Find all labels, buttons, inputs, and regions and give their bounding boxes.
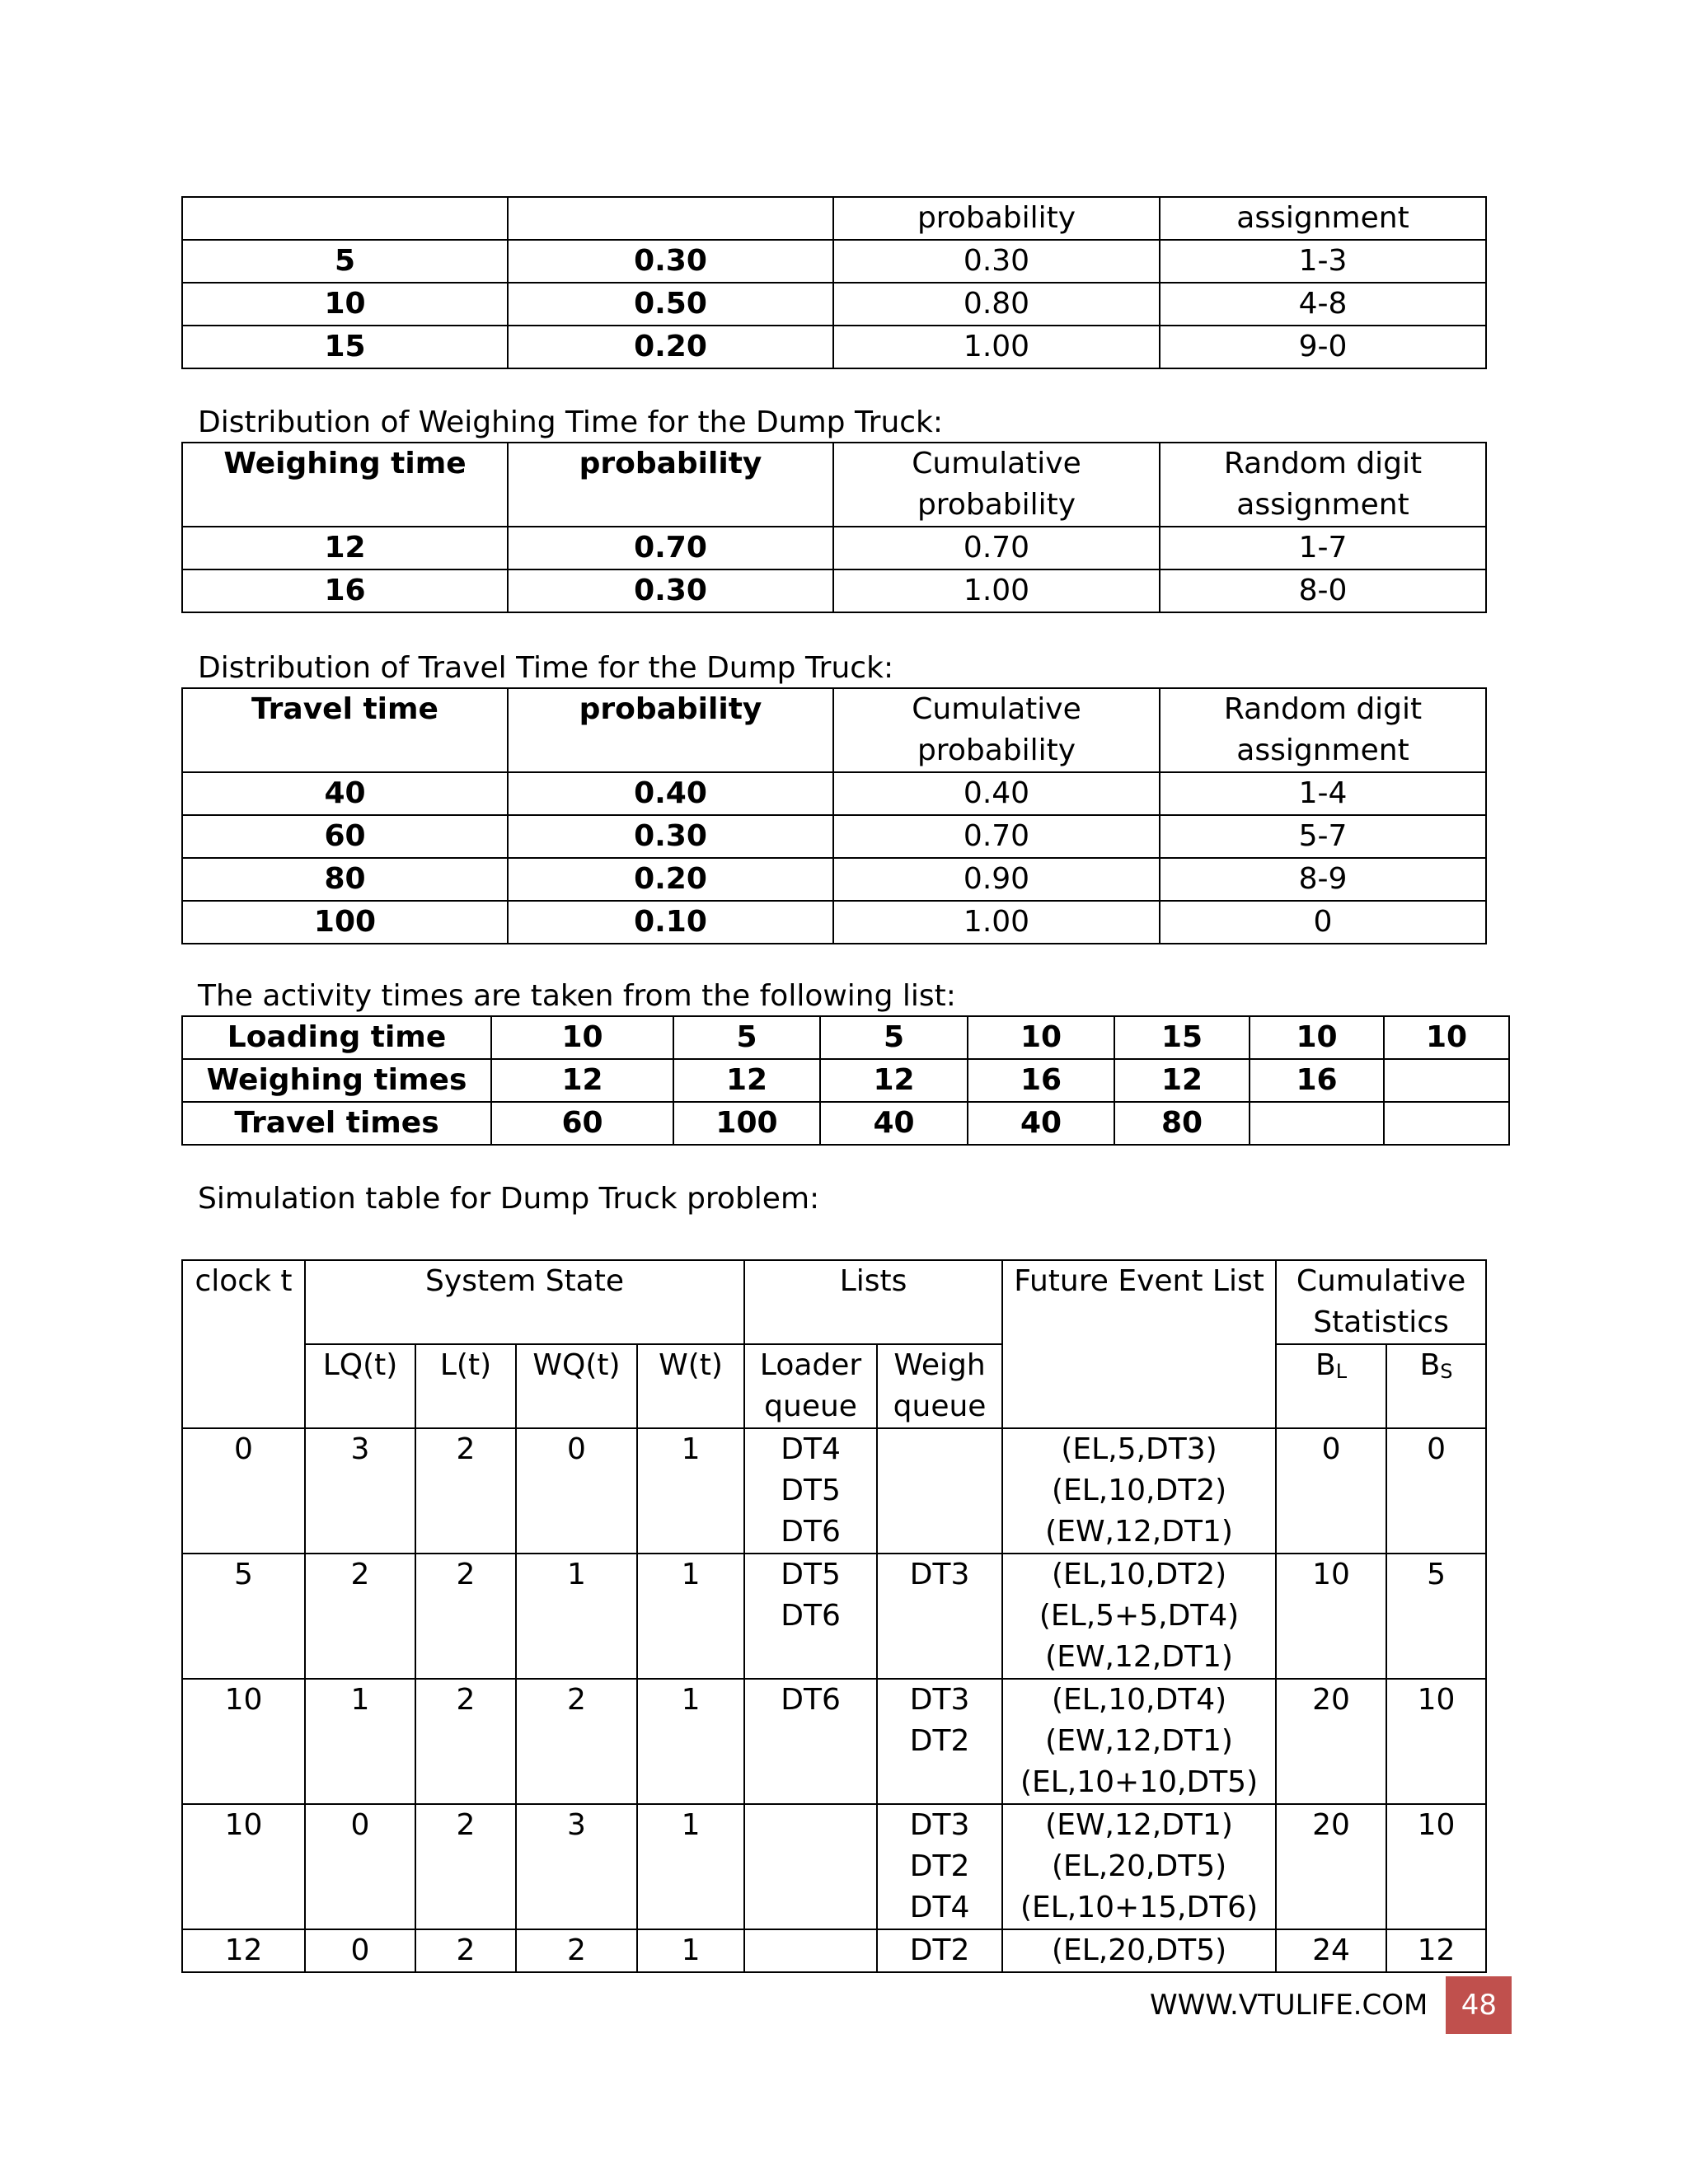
weigh-entry: DT2 <box>909 1724 970 1758</box>
weighing-time-tbody <box>182 443 1486 612</box>
fel-cell <box>1002 1679 1276 1804</box>
simulation-row <box>182 1929 1486 1972</box>
fel-entry: (EL,10,DT4) <box>1051 1683 1227 1717</box>
row-label: Weighing times <box>182 1059 491 1102</box>
wq-header: WQ(t) <box>516 1344 637 1428</box>
table-cell: 100 <box>673 1102 820 1145</box>
table-cell: 0.30 <box>833 240 1160 283</box>
table-cell: 8-9 <box>1160 858 1486 901</box>
lq-cell: 0 <box>305 1929 415 1972</box>
table-row <box>182 1102 1509 1145</box>
table-cell: 0.10 <box>508 901 833 944</box>
bs-sub: S <box>1440 1360 1453 1383</box>
table-cell: 0.40 <box>508 772 833 815</box>
header-line: queue <box>764 1390 857 1423</box>
table-cell: 10 <box>182 283 508 326</box>
clock-cell: 10 <box>182 1804 305 1929</box>
weigh-entry: DT3 <box>909 1808 970 1842</box>
table-cell: 15 <box>1114 1016 1250 1059</box>
system-state-header: System State <box>305 1260 744 1344</box>
simulation-row <box>182 1554 1486 1679</box>
w-cell: 1 <box>637 1929 744 1972</box>
activity-times-table <box>181 1015 1510 1146</box>
weighing-time-table <box>181 442 1487 613</box>
table-cell: 80 <box>182 858 508 901</box>
table-row <box>182 815 1486 858</box>
loader-entry: DT4 <box>781 1432 841 1466</box>
header-cell <box>1160 443 1486 527</box>
page-footer <box>1150 1976 1512 2034</box>
loader-entry: DT5 <box>781 1474 841 1507</box>
row-label: Travel times <box>182 1102 491 1145</box>
header-cell <box>182 197 508 240</box>
table-header-row <box>182 197 1486 240</box>
bl-cell: 24 <box>1276 1929 1386 1972</box>
simulation-table <box>181 1259 1487 1973</box>
l-cell: 2 <box>415 1679 516 1804</box>
table-row <box>182 772 1486 815</box>
table-cell: 60 <box>182 815 508 858</box>
simulation-tbody <box>182 1260 1486 1972</box>
table-cell: 0.50 <box>508 283 833 326</box>
table-row <box>182 283 1486 326</box>
fel-entry: (EW,12,DT1) <box>1045 1724 1233 1758</box>
table-cell: 5 <box>820 1016 968 1059</box>
weigh-cell <box>877 1679 1002 1804</box>
table-header-row <box>182 688 1486 772</box>
l-cell: 2 <box>415 1428 516 1554</box>
cumulative-header <box>1276 1260 1486 1344</box>
table-cell: 12 <box>182 527 508 569</box>
loader-cell <box>744 1804 877 1929</box>
header-cell <box>1160 688 1486 772</box>
wq-cell: 0 <box>516 1428 637 1554</box>
table-cell: 16 <box>182 569 508 612</box>
bl-base: B <box>1315 1348 1336 1382</box>
header-line: queue <box>893 1390 987 1423</box>
fel-cell <box>1002 1554 1276 1679</box>
weigh-cell <box>877 1428 1002 1554</box>
weigh-cell <box>877 1804 1002 1929</box>
travel-caption: Distribution of Travel Time for the Dump Truck: <box>198 651 894 685</box>
header-line: Random digit <box>1223 447 1423 480</box>
header-line: Random digit <box>1223 692 1423 726</box>
weigh-entry: DT3 <box>909 1683 970 1717</box>
table-cell: 1.00 <box>833 901 1160 944</box>
table-cell <box>1384 1102 1509 1145</box>
table-cell: 10 <box>968 1016 1114 1059</box>
fel-header: Future Event List <box>1002 1260 1276 1428</box>
lq-header: LQ(t) <box>305 1344 415 1428</box>
table-cell: 0.90 <box>833 858 1160 901</box>
lq-cell: 3 <box>305 1428 415 1554</box>
lists-header: Lists <box>744 1260 1002 1344</box>
weigh-queue-header <box>877 1344 1002 1428</box>
l-cell: 2 <box>415 1554 516 1679</box>
table-cell: 5-7 <box>1160 815 1486 858</box>
table-cell: 100 <box>182 901 508 944</box>
table-cell: 1-4 <box>1160 772 1486 815</box>
header-line: Weigh <box>893 1348 986 1382</box>
table-cell: 0.30 <box>508 240 833 283</box>
fel-entry: (EW,12,DT1) <box>1045 1640 1233 1674</box>
l-cell: 2 <box>415 1929 516 1972</box>
table-cell: 1.00 <box>833 569 1160 612</box>
header-cell: Weighing time <box>182 443 508 527</box>
w-cell: 1 <box>637 1804 744 1929</box>
fel-cell <box>1002 1804 1276 1929</box>
weigh-entry: DT2 <box>909 1933 970 1967</box>
table-cell: 1.00 <box>833 326 1160 368</box>
clock-cell: 12 <box>182 1929 305 1972</box>
header-line: Cumulative <box>912 692 1081 726</box>
header-cell <box>833 688 1160 772</box>
table-cell: 5 <box>673 1016 820 1059</box>
loader-entry: DT6 <box>781 1599 841 1633</box>
table-cell: 0.30 <box>508 815 833 858</box>
bs-cell: 10 <box>1386 1804 1486 1929</box>
loader-entry: DT5 <box>781 1558 841 1591</box>
header-line: probability <box>917 733 1076 767</box>
header-cell: probability <box>508 688 833 772</box>
loader-cell <box>744 1554 877 1679</box>
table-cell: 60 <box>491 1102 673 1145</box>
table-cell: 0.20 <box>508 326 833 368</box>
header-cell <box>508 197 833 240</box>
table-cell: 16 <box>1250 1059 1384 1102</box>
table-cell: 10 <box>1250 1016 1384 1059</box>
header-line: assignment <box>1236 733 1409 767</box>
loader-entry: DT6 <box>781 1683 841 1717</box>
travel-time-tbody <box>182 688 1486 944</box>
weighing-caption: Distribution of Weighing Time for the Dump Truck: <box>198 405 944 439</box>
lq-cell: 2 <box>305 1554 415 1679</box>
simulation-row <box>182 1804 1486 1929</box>
table-cell: 0.20 <box>508 858 833 901</box>
fel-entry: (EL,20,DT5) <box>1051 1849 1227 1883</box>
simulation-row <box>182 1679 1486 1804</box>
loading-time-tbody <box>182 197 1486 368</box>
header-line: probability <box>917 488 1076 522</box>
fel-entry: (EW,12,DT1) <box>1045 1515 1233 1549</box>
bl-sub: L <box>1335 1360 1348 1383</box>
table-cell <box>1384 1059 1509 1102</box>
table-cell: 12 <box>1114 1059 1250 1102</box>
table-cell: 0.30 <box>508 569 833 612</box>
table-cell: 12 <box>673 1059 820 1102</box>
header-cell <box>833 443 1160 527</box>
table-cell: 0 <box>1160 901 1486 944</box>
fel-entry: (EW,12,DT1) <box>1045 1808 1233 1842</box>
bl-cell: 20 <box>1276 1679 1386 1804</box>
table-header-row <box>182 443 1486 527</box>
table-cell: 12 <box>820 1059 968 1102</box>
bs-cell: 10 <box>1386 1679 1486 1804</box>
table-cell <box>1250 1102 1384 1145</box>
wq-cell: 1 <box>516 1554 637 1679</box>
l-cell: 2 <box>415 1804 516 1929</box>
loader-cell <box>744 1679 877 1804</box>
weigh-entry: DT4 <box>909 1891 970 1924</box>
footer-site: WWW.VTULIFE.COM <box>1150 1989 1428 2022</box>
header-line: assignment <box>1236 488 1409 522</box>
loader-entry: DT6 <box>781 1515 841 1549</box>
wq-cell: 2 <box>516 1929 637 1972</box>
activity-caption: The activity times are taken from the following list: <box>198 979 956 1013</box>
loader-queue-header <box>744 1344 877 1428</box>
header-line: Statistics <box>1313 1305 1449 1339</box>
fel-cell <box>1002 1929 1276 1972</box>
bs-cell: 5 <box>1386 1554 1486 1679</box>
table-cell: 9-0 <box>1160 326 1486 368</box>
table-row <box>182 326 1486 368</box>
weigh-entry: DT2 <box>909 1849 970 1883</box>
w-header: W(t) <box>637 1344 744 1428</box>
table-row <box>182 1016 1509 1059</box>
clock-cell: 0 <box>182 1428 305 1554</box>
fel-entry: (EL,20,DT5) <box>1051 1933 1227 1967</box>
bs-cell: 0 <box>1386 1428 1486 1554</box>
lq-cell: 0 <box>305 1804 415 1929</box>
w-cell: 1 <box>637 1554 744 1679</box>
table-cell: 4-8 <box>1160 283 1486 326</box>
weigh-entry: DT3 <box>909 1558 970 1591</box>
simulation-caption: Simulation table for Dump Truck problem: <box>198 1182 820 1216</box>
table-row <box>182 240 1486 283</box>
table-cell: 1-3 <box>1160 240 1486 283</box>
table-row <box>182 527 1486 569</box>
fel-entry: (EL,10+10,DT5) <box>1020 1765 1259 1799</box>
table-header-row <box>182 1260 1486 1344</box>
wq-cell: 2 <box>516 1679 637 1804</box>
table-cell: 12 <box>491 1059 673 1102</box>
table-cell: 0.70 <box>833 815 1160 858</box>
table-cell: 0.40 <box>833 772 1160 815</box>
header-cell: probability <box>833 197 1160 240</box>
table-cell: 0.80 <box>833 283 1160 326</box>
fel-entry: (EL,10+15,DT6) <box>1020 1891 1259 1924</box>
table-row <box>182 1059 1509 1102</box>
clock-cell: 5 <box>182 1554 305 1679</box>
header-line: Cumulative <box>912 447 1081 480</box>
bs-base: B <box>1419 1348 1441 1382</box>
header-line: Loader <box>759 1348 862 1382</box>
bl-cell: 10 <box>1276 1554 1386 1679</box>
activity-times-tbody <box>182 1016 1509 1145</box>
bl-cell: 0 <box>1276 1428 1386 1554</box>
l-header: L(t) <box>415 1344 516 1428</box>
lq-cell: 1 <box>305 1679 415 1804</box>
weigh-cell <box>877 1554 1002 1679</box>
loader-cell <box>744 1428 877 1554</box>
fel-entry: (EL,10,DT2) <box>1051 1474 1227 1507</box>
table-cell: 16 <box>968 1059 1114 1102</box>
table-cell: 1-7 <box>1160 527 1486 569</box>
table-header-row <box>182 1344 1486 1428</box>
table-cell: 15 <box>182 326 508 368</box>
bl-header <box>1276 1344 1386 1428</box>
fel-entry: (EL,5+5,DT4) <box>1039 1599 1240 1633</box>
table-cell: 8-0 <box>1160 569 1486 612</box>
bs-header <box>1386 1344 1486 1428</box>
clock-header: clock t <box>182 1260 305 1428</box>
fel-entry: (EL,5,DT3) <box>1061 1432 1217 1466</box>
fel-cell <box>1002 1428 1276 1554</box>
row-label: Loading time <box>182 1016 491 1059</box>
bs-cell: 12 <box>1386 1929 1486 1972</box>
table-cell: 40 <box>968 1102 1114 1145</box>
table-row <box>182 569 1486 612</box>
page-number-badge: 48 <box>1446 1976 1512 2034</box>
fel-entry: (EL,10,DT2) <box>1051 1558 1227 1591</box>
table-cell: 80 <box>1114 1102 1250 1145</box>
travel-time-table <box>181 687 1487 944</box>
table-cell: 0.70 <box>508 527 833 569</box>
simulation-row <box>182 1428 1486 1554</box>
table-cell: 0.70 <box>833 527 1160 569</box>
weigh-cell <box>877 1929 1002 1972</box>
header-cell: Travel time <box>182 688 508 772</box>
table-cell: 5 <box>182 240 508 283</box>
table-cell: 10 <box>491 1016 673 1059</box>
table-cell: 40 <box>820 1102 968 1145</box>
header-cell: assignment <box>1160 197 1486 240</box>
header-line: Cumulative <box>1296 1264 1466 1298</box>
clock-cell: 10 <box>182 1679 305 1804</box>
wq-cell: 3 <box>516 1804 637 1929</box>
bl-cell: 20 <box>1276 1804 1386 1929</box>
table-cell: 10 <box>1384 1016 1509 1059</box>
w-cell: 1 <box>637 1428 744 1554</box>
loading-time-table <box>181 196 1487 369</box>
table-row <box>182 858 1486 901</box>
table-row <box>182 901 1486 944</box>
table-cell: 40 <box>182 772 508 815</box>
loader-cell <box>744 1929 877 1972</box>
w-cell: 1 <box>637 1679 744 1804</box>
header-cell: probability <box>508 443 833 527</box>
